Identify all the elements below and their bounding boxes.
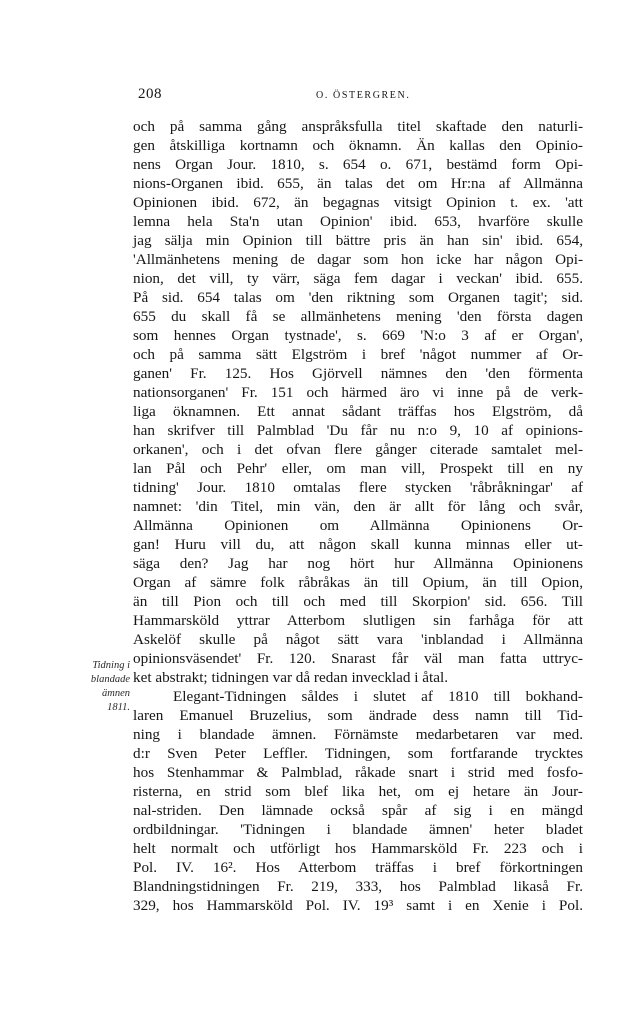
margin-note-line: Tidning i — [92, 660, 130, 671]
margin-note-line: blandade — [90, 674, 130, 685]
text-line: Allmänna Opinionen om Allmänna Opinionens Or- — [133, 517, 583, 534]
text-line: ordbildningar. 'Tidningen i blandade ämnen' heter bladet — [133, 821, 583, 838]
text-line: liga öknamnen. Ett annat sådant träffas hos Elgström, då — [133, 403, 583, 420]
page-number: 208 — [138, 86, 162, 102]
text-line: han skrifver till Palmblad 'Du får nu n:o 9, 10 af opinions- — [133, 422, 583, 439]
text-line: säga den? Jag har nog hört hur Allmänna Opinionens — [133, 555, 583, 572]
text-line: som hennes Organ tystnade', s. 669 'N:o 3 af er Organ', — [133, 327, 583, 344]
text-line: Blandningstidningen Fr. 219, 333, hos Palmblad likaså Fr. — [133, 878, 583, 895]
text-line: På sid. 654 talas om 'den riktning som Organen tagit'; sid. — [133, 289, 583, 306]
text-line: orkanen', och i det ofvan flere gånger citerade samtalet mel- — [133, 441, 583, 458]
text-line: opinionsväsendet' Fr. 120. Snarast får väl man fatta uttryc- — [133, 650, 583, 667]
text-line: 'Allmänhetens mening de dagar som hon icke har någon Opi- — [133, 251, 583, 268]
text-line: Hammarsköld yttrar Atterbom slutligen sin farhåga för att — [133, 612, 583, 629]
running-head: O. ÖSTERGREN. — [316, 90, 411, 101]
text-line: ning i blandade ämnen. Förnämste medarbetaren var med. — [133, 726, 583, 743]
text-line: Elegant-Tidningen såldes i slutet af 1810 till bokhand- — [173, 688, 583, 705]
margin-note-line: 1811. — [107, 702, 130, 713]
text-line: 329, hos Hammarsköld Pol. IV. 19³ samt i en Xenie i Pol. — [133, 897, 583, 914]
text-line: namnet: 'din Titel, min vän, den är allt för lång och svår, — [133, 498, 583, 515]
text-line: nions-Organen ibid. 655, än talas det om Hr:na af Allmänna — [133, 175, 583, 192]
text-line: nal-striden. Den lämnade också spår af sig i en mängd — [133, 802, 583, 819]
text-line: nens Organ Jour. 1810, s. 654 o. 671, bestämd form Opi- — [133, 156, 583, 173]
text-line: Organ af sämre folk råbråkas än till Opium, än till Opion, — [133, 574, 583, 591]
text-line: laren Emanuel Bruzelius, som ändrade dess namn till Tid- — [133, 707, 583, 724]
body-text — [133, 117, 583, 915]
text-line: Pol. IV. 16². Hos Atterbom träffas i bref förkortningen — [133, 859, 583, 876]
text-line: lan Pål och Pehr' eller, om man vill, Prospekt till en ny — [133, 460, 583, 477]
text-line: ganen' Fr. 125. Hos Gjörvell nämnes den 'den förmenta — [133, 365, 583, 382]
text-line: helt normalt och utförligt hos Hammarsköld Fr. 223 och i — [133, 840, 583, 857]
text-line: d:r Sven Peter Leffler. Tidningen, som fortfarande trycktes — [133, 745, 583, 762]
text-line: gen åtskilliga kortnamn och öknamn. Än kallas den Opinio- — [133, 137, 583, 154]
text-line: Opinionen ibid. 672, än begagnas vitsigt Opinion t. ex. 'att — [133, 194, 583, 211]
text-line: hos Stenhammar & Palmblad, råkade snart i strid med fosfo- — [133, 764, 583, 781]
text-line: lemna hela Sta'n utan Opinion' ibid. 653, hvarföre skulle — [133, 213, 583, 230]
text-line: tidning' Jour. 1810 omtalas flere stycken 'råbråkningar' af — [133, 479, 583, 496]
text-line: gan! Huru vill du, att någon skall kunna minnas eller ut- — [133, 536, 583, 553]
text-line: och på samma gång anspråksfulla titel skaftade den naturli- — [133, 118, 583, 135]
text-line: nion, det vill, ty värr, säga fem dagar i veckan' ibid. 655. — [133, 270, 583, 287]
text-line: ket abstrakt; tidningen var då redan invecklad i åtal. — [133, 669, 449, 686]
text-line: än till Pion och till och med till Skorpion' sid. 656. Till — [133, 593, 583, 610]
text-line: 655 du skall få se allmänhetens mening 'den första dagen — [133, 308, 583, 325]
margin-note-line: ämnen — [102, 688, 130, 699]
text-line: risterna, en strid som blef lika het, om ej hetare än Jour- — [133, 783, 583, 800]
margin-note — [62, 659, 130, 715]
text-line: nationsorganen' Fr. 151 och härmed äro vi inne på de verk- — [133, 384, 583, 401]
text-line: Askelöf skulle på något sätt vara 'inblandad i Allmänna — [133, 631, 583, 648]
text-line: och på samma sätt Elgström i bref 'något nummer af Or- — [133, 346, 583, 363]
text-line: jag sälja min Opinion till bättre pris än han sin' ibid. 654, — [133, 232, 583, 249]
